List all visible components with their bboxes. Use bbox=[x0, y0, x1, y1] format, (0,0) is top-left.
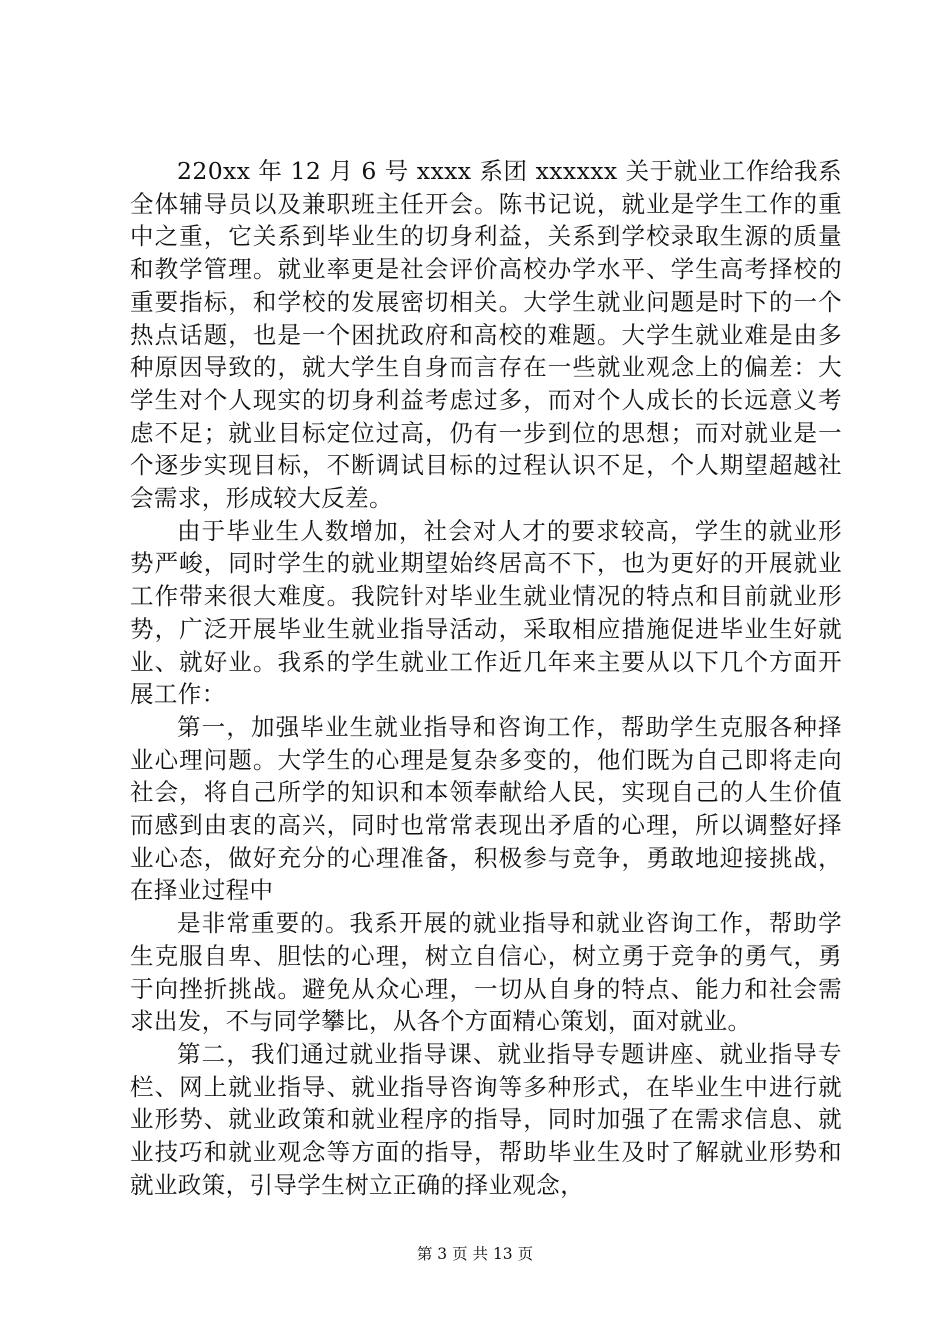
paragraph-5: 第二，我们通过就业指导课、就业指导专题讲座、就业指导专栏、网上就业指导、就业指导咨询等多种形式，在毕业生中进行就业形势、就业政策和就业程序的指导，同时加强了在需求信息、就业技巧和就业观念等方面的指导，帮助毕业生及时了解就业形势和就业政策，引导学生树立正确的择业观念， bbox=[130, 1039, 842, 1199]
paragraph-4: 是非常重要的。我系开展的就业指导和就业咨询工作，帮助学生克服自卑、胆怯的心理，树立自信心，树立勇于竞争的勇气，勇于向挫折挑战。避免从众心理，一切从自身的特点、能力和社会需求出发，不与同学攀比，从各个方面精心策划，面对就业。 bbox=[130, 909, 842, 1036]
paragraph-1: 220xx 年 12 月 6 号 xxxx 系团 xxxxxx 关于就业工作给我系全体辅导员以及兼职班主任开会。陈书记说，就业是学生工作的重中之重，它关系到毕业生的切身利益，关系到学校录取生源的质量和教学管理。就业率更是社会评价高校办学水平、学生高考择校的重要指标，和学校的发展密切相关。大学生就业问题是时下的一个热点话题，也是一个困扰政府和高校的难题。大学生就业难是由多种原因导致的，就大学生自身而言存在一些就业观念上的偏差：大学生对个人现实的切身利益考虑过多，而对个人成长的长远意义考虑不足；就业目标定位过高，仍有一步到位的思想；而对就业是一个逐步实现目标，不断调试目标的过程认识不足，个人期望超越社会需求，形成较大反差。 bbox=[130, 157, 842, 513]
document-body bbox=[130, 155, 842, 1202]
paragraph-3: 第一，加强毕业生就业指导和咨询工作，帮助学生克服各种择业心理问题。大学生的心理是复杂多变的，他们既为自己即将走向社会，将自己所学的知识和本领奉献给人民，实现自己的人生价值而感到由衷的高兴，同时也常常表现出矛盾的心理，所以调整好择业心态，做好充分的心理准备，积极参与竞争，勇敢地迎接挑战，在择业过程中 bbox=[130, 712, 842, 905]
page-number-footer: 第 3 页 共 13 页 bbox=[416, 1245, 534, 1263]
paragraph-2: 由于毕业生人数增加，社会对人才的要求较高，学生的就业形势严峻，同时学生的就业期望始终居高不下，也为更好的开展就业工作带来很大难度。我院针对毕业生就业情况的特点和目前就业形势，广泛开展毕业生就业指导活动，采取相应措施促进毕业生好就业、就好业。我系的学生就业工作近几年来主要从以下几个方面开展工作： bbox=[130, 516, 842, 709]
